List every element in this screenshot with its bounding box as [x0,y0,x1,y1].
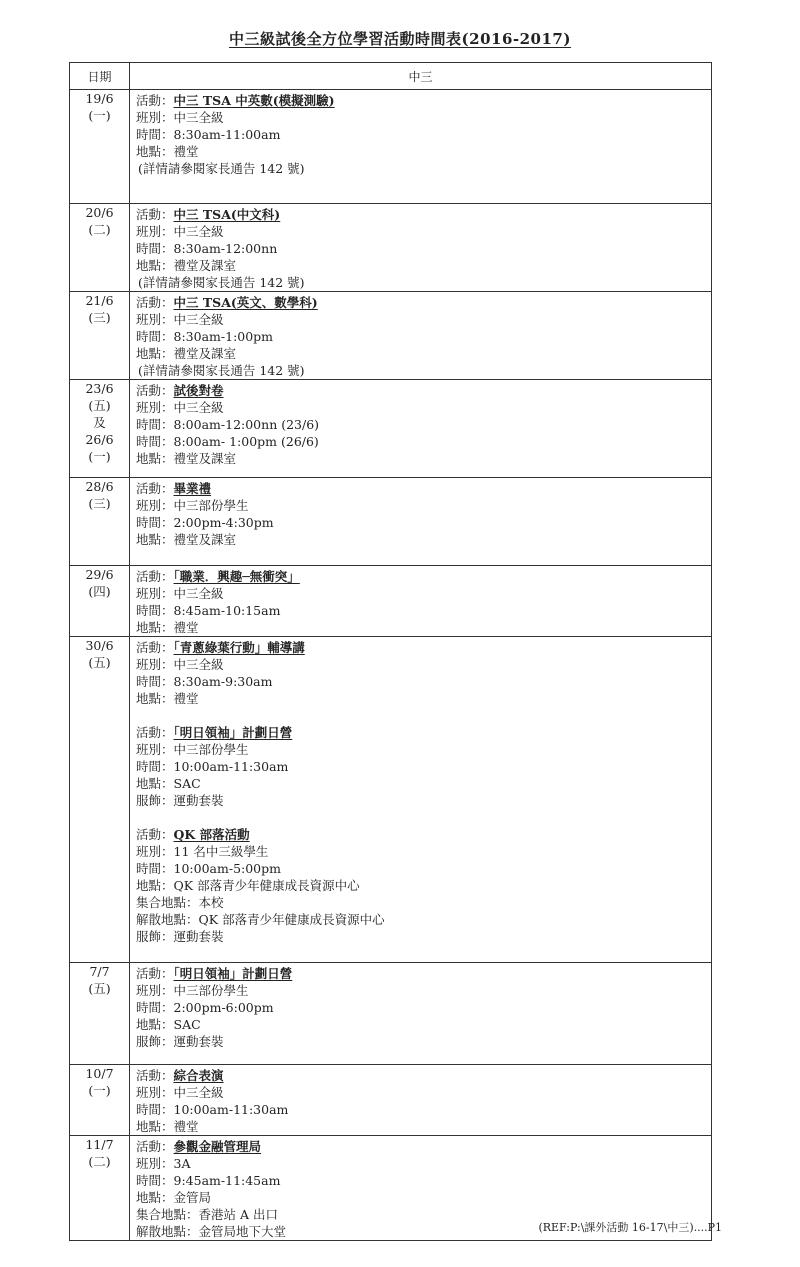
activity-block [136,724,711,809]
detail-line [136,602,711,619]
field-label: 班別： [136,312,174,327]
detail-line [136,860,711,877]
detail-line [136,911,711,928]
detail-line [136,894,711,911]
field-label: 時間： [136,434,174,449]
detail-line [136,433,711,450]
row-activities [130,204,712,292]
activity-line [136,206,711,223]
detail-line [136,758,711,775]
field-value: SAC [173,776,201,791]
field-value: 運動套裝 [173,929,224,944]
detail-line [136,792,711,809]
row-date: 20/6 (二) [70,204,130,292]
field-value: 禮堂及課室 [173,451,237,466]
row-activities [130,637,712,963]
field-value: 中三全級 [173,400,224,415]
field-value: 本校 [198,895,224,910]
field-label: 地點： [136,878,174,893]
detail-line [136,109,711,126]
field-value: SAC [173,1017,201,1032]
detail-line [136,656,711,673]
row-date: 7/7 (五) [70,963,130,1065]
detail-line [136,416,711,433]
activity-name: 中三 TSA(英文、數學科) [173,295,318,310]
field-label: 活動： [136,725,174,740]
activity-block [136,826,711,945]
activity-block [136,206,711,291]
row-date: 21/6 (三) [70,292,130,380]
field-value: 運動套裝 [173,793,224,808]
field-value: 11 名中三級學生 [173,844,269,859]
field-label: 班別： [136,400,174,415]
activity-block [136,294,711,379]
detail-line [136,328,711,345]
field-value: 禮堂 [173,691,199,706]
row-activities [130,566,712,637]
field-label: 地點： [136,451,174,466]
activity-name: QK 部落活動 [173,827,250,842]
activity-line [136,1138,711,1155]
field-label: 時間： [136,515,174,530]
detail-line [136,274,711,291]
activity-name: 「明日領袖」計劃日營 [173,725,293,740]
field-value: 8:30am-9:30am [173,674,273,689]
field-value: QK 部落青少年健康成長資源中心 [198,912,385,927]
activity-block [136,480,711,548]
activity-line [136,826,711,843]
schedule-table [69,62,712,1241]
activity-block [136,382,711,467]
field-value: 9:45am-11:45am [173,1173,281,1188]
field-value: 中三部份學生 [173,498,249,513]
field-value: 2:00pm-6:00pm [173,1000,274,1015]
detail-line [136,531,711,548]
field-label: 活動： [136,827,174,842]
detail-line [136,1118,711,1135]
activity-line [136,568,711,585]
grade-column-header: 中三 [130,63,712,90]
activity-block [136,965,711,1050]
field-label: 地點： [136,346,174,361]
field-value: 禮堂及課室 [173,532,237,547]
field-label: 時間： [136,1000,174,1015]
detail-line [136,126,711,143]
field-label: 活動： [136,383,174,398]
table-row [70,204,712,292]
detail-line [136,673,711,690]
field-label: 班別： [136,844,174,859]
footer-reference: (REF:P:\課外活動 16-17\中三)....P1 [538,1221,722,1234]
field-value: 8:45am-10:15am [173,603,281,618]
detail-line [136,1101,711,1118]
field-label: 地點： [136,1017,174,1032]
activity-name: 中三 TSA(中文科) [173,207,281,222]
detail-line [136,928,711,945]
field-value: (詳情請參閱家長通告 142 號) [138,161,305,176]
field-label: 時間： [136,329,174,344]
detail-line [136,1155,711,1172]
detail-line [136,877,711,894]
field-value: 2:00pm-4:30pm [173,515,274,530]
field-label: 地點： [136,144,174,159]
row-activities [130,1065,712,1136]
row-activities [130,90,712,204]
field-label: 活動： [136,966,174,981]
field-value: 8:00am-12:00nn (23/6) [173,417,320,432]
activity-name: 畢業禮 [173,481,212,496]
detail-line [136,775,711,792]
field-label: 班別： [136,498,174,513]
field-value: (詳情請參閱家長通告 142 號) [138,363,305,378]
field-value: 金管局 [173,1190,212,1205]
field-label: 地點： [136,620,174,635]
activity-block [136,639,711,707]
detail-line [136,311,711,328]
field-value: 中三全級 [173,586,224,601]
date-column-header: 日期 [70,63,130,90]
page-title: 中三級試後全方位學習活動時間表(2016-2017) [229,30,571,48]
table-row [70,478,712,566]
field-label: 班別： [136,586,174,601]
row-activities [130,292,712,380]
table-row [70,90,712,204]
activity-name: 參觀金融管理局 [173,1139,262,1154]
field-label: 時間： [136,1102,174,1117]
row-date: 29/6 (四) [70,566,130,637]
field-label: 班別： [136,742,174,757]
row-date: 28/6 (三) [70,478,130,566]
activity-name: 「職業．興趣─無衝突」 [173,569,300,584]
detail-line [136,1172,711,1189]
field-label: 時間： [136,603,174,618]
activity-name: 「青蔥綠葉行動」輔導講 [173,640,305,655]
field-label: 活動： [136,1068,174,1083]
detail-line [136,223,711,240]
field-label: 解散地點： [136,912,199,927]
table-row [70,637,712,963]
row-date: 10/7 (一) [70,1065,130,1136]
field-value: 運動套裝 [173,1034,224,1049]
field-value: 中三部份學生 [173,983,249,998]
field-value: 禮堂及課室 [173,346,237,361]
field-value: 禮堂及課室 [173,258,237,273]
field-value: 香港站 A 出口 [198,1207,278,1222]
row-activities [130,380,712,478]
detail-line [136,843,711,860]
field-label: 時間： [136,417,174,432]
detail-line [136,1016,711,1033]
field-value: (詳情請參閱家長通告 142 號) [138,275,305,290]
detail-line [136,999,711,1016]
row-date: 30/6 (五) [70,637,130,963]
activity-line [136,1067,711,1084]
detail-line [136,1033,711,1050]
activity-line [136,724,711,741]
activity-line [136,965,711,982]
field-label: 時間： [136,127,174,142]
field-label: 活動： [136,207,174,222]
field-value: 3A [173,1156,191,1171]
field-value: 8:30am-1:00pm [173,329,274,344]
row-activities [130,963,712,1065]
activity-line [136,382,711,399]
field-label: 時間： [136,861,174,876]
field-value: 禮堂 [173,620,199,635]
field-label: 活動： [136,640,174,655]
activity-name: 綜合表演 [173,1068,224,1083]
row-date: 11/7 (二) [70,1136,130,1241]
detail-line [136,514,711,531]
detail-line [136,497,711,514]
field-label: 班別： [136,1156,174,1171]
field-value: 10:00am-11:30am [173,1102,289,1117]
field-label: 班別： [136,1085,174,1100]
detail-line [136,143,711,160]
activity-block [136,92,711,177]
detail-line [136,240,711,257]
field-label: 時間： [136,674,174,689]
detail-line [136,741,711,758]
field-label: 班別： [136,110,174,125]
field-label: 活動： [136,93,174,108]
field-label: 時間： [136,241,174,256]
detail-line [136,585,711,602]
activity-line [136,480,711,497]
detail-line [136,1189,711,1206]
detail-line [136,345,711,362]
field-value: 中三全級 [173,110,224,125]
field-label: 地點： [136,1119,174,1134]
detail-line [136,619,711,636]
field-value: QK 部落青少年健康成長資源中心 [173,878,360,893]
field-label: 地點： [136,1190,174,1205]
field-label: 集合地點： [136,1207,199,1222]
table-row [70,963,712,1065]
field-value: 10:00am-5:00pm [173,861,281,876]
field-label: 活動： [136,569,174,584]
table-row [70,292,712,380]
activity-line [136,639,711,656]
field-label: 班別： [136,224,174,239]
field-label: 活動： [136,1139,174,1154]
field-value: 中三全級 [173,657,224,672]
activity-block [136,1067,711,1135]
row-date: 23/6 (五) 及 26/6 (一) [70,380,130,478]
detail-line [136,982,711,999]
field-value: 禮堂 [173,1119,199,1134]
table-row [70,380,712,478]
activity-block [136,568,711,636]
field-label: 地點： [136,532,174,547]
field-value: 8:30am-11:00am [173,127,281,142]
field-value: 10:00am-11:30am [173,759,289,774]
activity-line [136,294,711,311]
field-value: 金管局地下大堂 [198,1224,287,1239]
row-activities [130,478,712,566]
field-label: 班別： [136,983,174,998]
field-value: 中三全級 [173,224,224,239]
table-row [70,566,712,637]
table-header-row [70,63,712,90]
field-value: 中三全級 [173,1085,224,1100]
field-label: 時間： [136,1173,174,1188]
field-label: 服飾： [136,929,174,944]
detail-line [136,399,711,416]
field-label: 活動： [136,481,174,496]
field-value: 中三全級 [173,312,224,327]
field-value: 8:30am-12:00nn [173,241,278,256]
field-value: 中三部份學生 [173,742,249,757]
detail-line [136,450,711,467]
activity-line [136,92,711,109]
field-label: 集合地點： [136,895,199,910]
activity-name: 「明日領袖」計劃日營 [173,966,293,981]
detail-line [136,257,711,274]
detail-line [136,362,711,379]
field-label: 活動： [136,295,174,310]
row-date: 19/6 (一) [70,90,130,204]
detail-line [136,690,711,707]
activity-name: 中三 TSA 中英數(模擬測驗) [173,93,335,108]
field-value: 禮堂 [173,144,199,159]
field-label: 服飾： [136,793,174,808]
field-label: 地點： [136,691,174,706]
field-value: 8:00am- 1:00pm (26/6) [173,434,319,449]
field-label: 服飾： [136,1034,174,1049]
detail-line [136,160,711,177]
detail-line [136,1084,711,1101]
field-label: 時間： [136,759,174,774]
field-label: 地點： [136,776,174,791]
table-row [70,1065,712,1136]
field-label: 地點： [136,258,174,273]
activity-name: 試後對卷 [173,383,224,398]
field-label: 解散地點： [136,1224,199,1239]
field-label: 班別： [136,657,174,672]
